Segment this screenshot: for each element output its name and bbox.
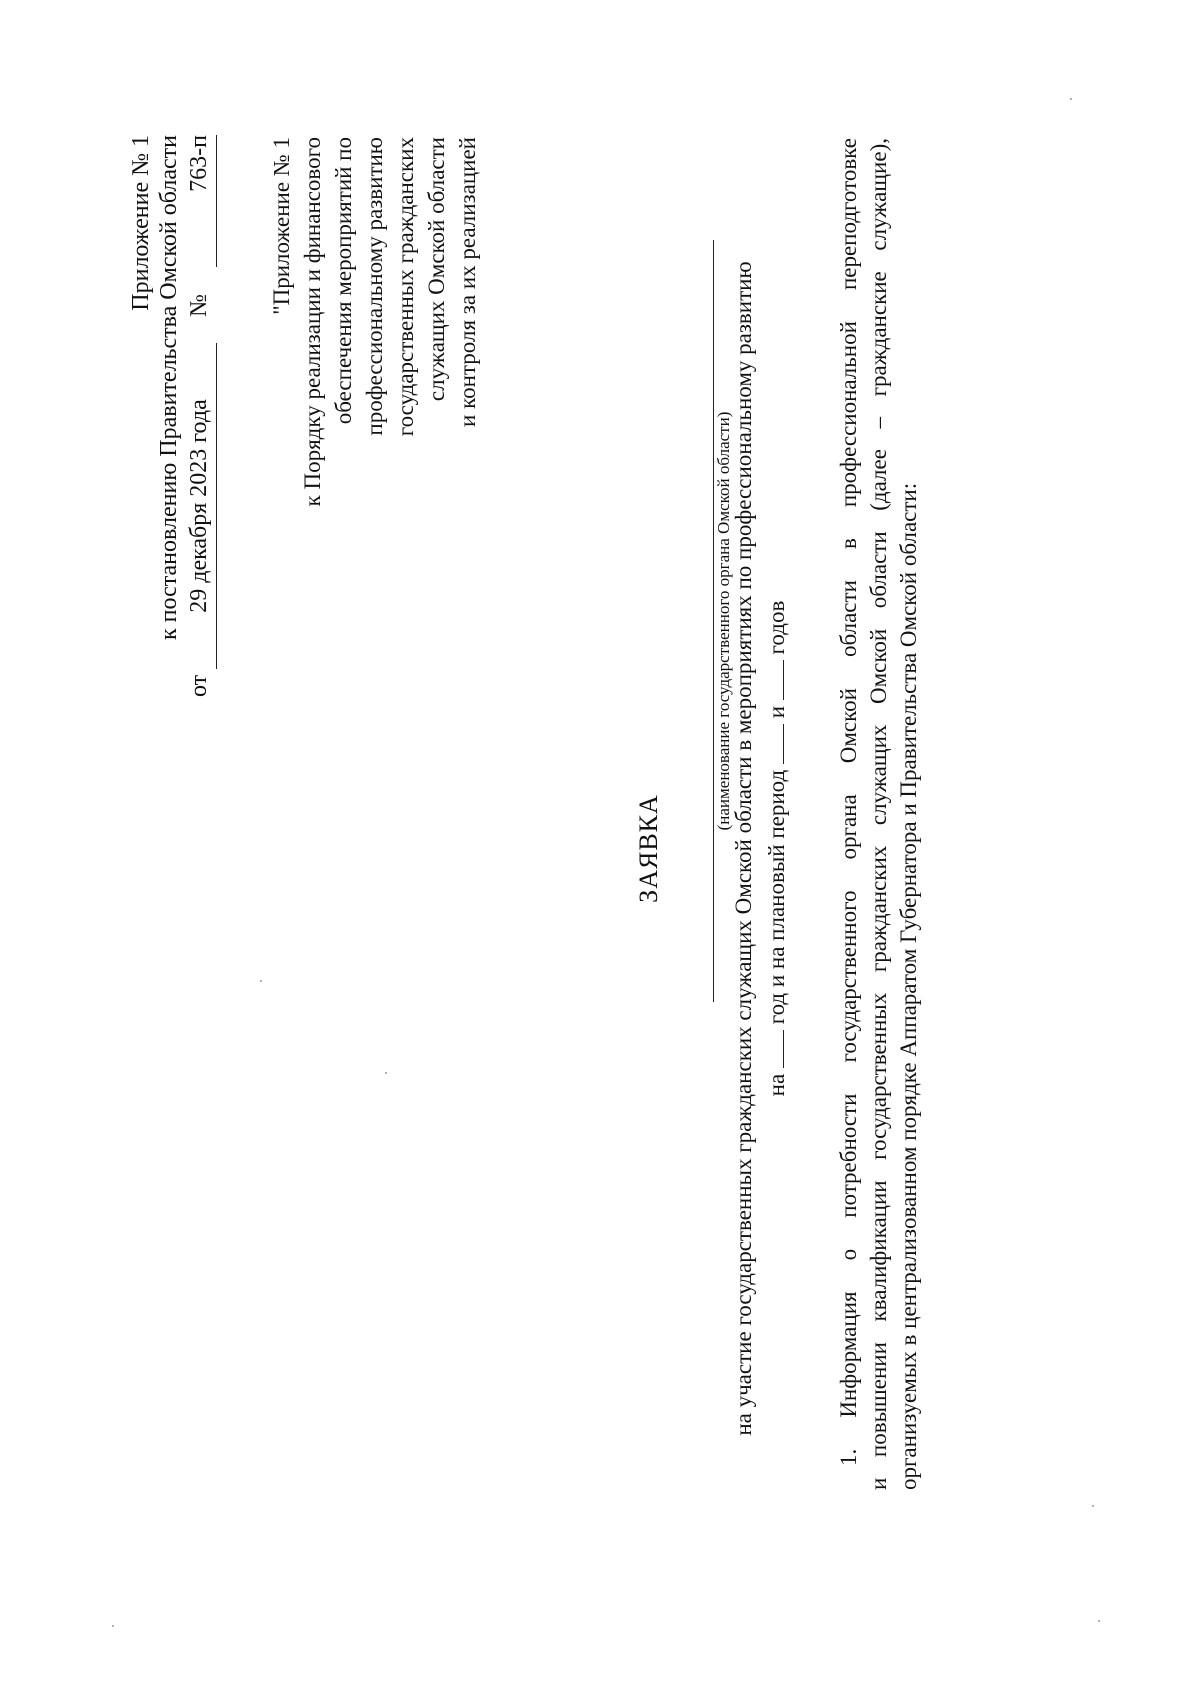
scan-speck (385, 1072, 387, 1074)
paragraph-line-2: и повышении квалификации государственных гражданских служащих Омской области (далее – гражданские служащие), (866, 138, 891, 1490)
resolution-reference: к постановлению Правительства Омской области (156, 135, 182, 641)
appendix-block-line-5: государственных гражданских (393, 137, 418, 437)
appendix-block-line-3: обеспечения мероприятий по (331, 137, 356, 425)
appendix-number: Приложение № 1 (128, 135, 154, 311)
request-line: на участие государственных гражданских служащих Омской области в мероприятиях по профессиональному развитию (731, 261, 756, 1436)
paragraph-line-3: организуемых в централизованном порядке Аппаратом Губернатора и Правительства Омской области: (896, 482, 921, 1490)
number-prefix: № (186, 294, 212, 317)
period-and: и (764, 705, 789, 719)
appendix-block-line-2: к Порядку реализации и финансового (300, 137, 325, 507)
scan-speck (260, 980, 262, 982)
document-title: ЗАЯВКА (634, 794, 663, 903)
scan-speck (1098, 1620, 1100, 1622)
number-value: 763-п (186, 135, 217, 267)
date-value: 29 декабря 2023 года (186, 343, 217, 669)
period-years: годов (764, 600, 789, 655)
plan-year-2-blank (763, 660, 784, 700)
appendix-block-line-4: профессиональному развитию (362, 137, 387, 436)
paragraph-line-1: 1. Информация о потребности государственного органа Омской области в профессиональной переподготовке (836, 138, 861, 1466)
appendix-block-line-7: и контроля за их реализацией (455, 137, 480, 427)
org-caption: (наименование государственного органа Омской области) (714, 411, 733, 831)
period-na: на (764, 1073, 789, 1097)
scan-speck (1070, 98, 1072, 100)
scan-speck (112, 1625, 114, 1627)
plan-year-1-blank (763, 724, 784, 764)
appendix-block-line-1: "Приложение № 1 (269, 137, 294, 315)
period-line (763, 0, 790, 1697)
appendix-block-line-6: служащих Омской области (424, 137, 449, 402)
period-year-and-plan: год и на плановый период (764, 769, 789, 1025)
date-prefix: от (186, 674, 212, 697)
year-blank (763, 1030, 784, 1068)
scan-speck (1092, 1505, 1094, 1507)
